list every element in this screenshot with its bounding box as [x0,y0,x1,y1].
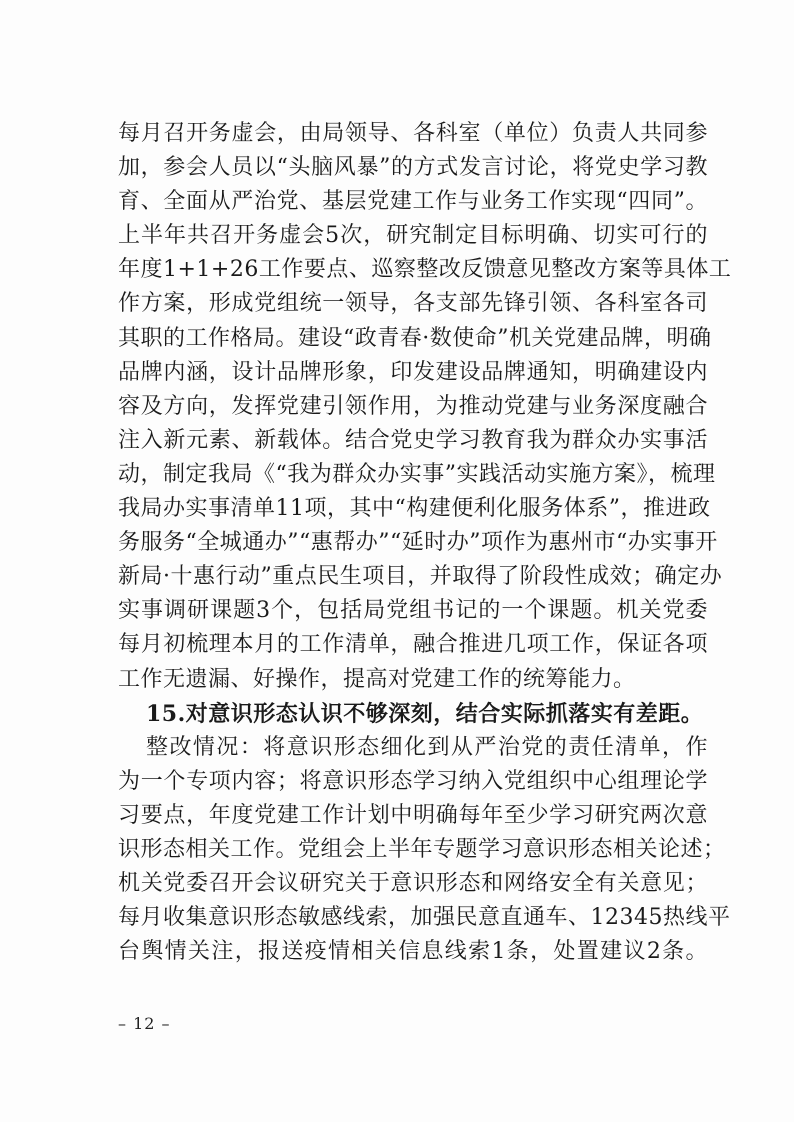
text-line: 每月收集意识形态敏感线索，加强民意直通车、12345热线平 [118,905,731,931]
text-line: 上半年共召开务虚会5次，研究制定目标明确、切实可行的 [118,223,708,249]
text-line: 年度1+1+26工作要点、巡察整改反馈意见整改方案等具体工 [118,257,732,283]
text-line: 新局·十惠行动”重点民生项目，并取得了阶段性成效；确定办 [118,564,723,590]
text-line: 动，制定我局《“我为群众办实事”实践活动实施方案》，梳理 [118,461,716,487]
text-line: 机关党委召开会议研究关于意识形态和网络安全有关意见； [118,871,708,897]
text-line: 注入新元素、新载体。结合党史学习教育我为群众办实事活 [118,427,708,453]
text-line: 识形态相关工作。党组会上半年专题学习意识形态相关论述； [118,836,726,862]
text-line: 其职的工作格局。建设“政青春·数使命”机关党建品牌，明确 [118,325,712,351]
text-line: 为一个专项内容；将意识形态学习纳入党组织中心组理论学 [118,768,708,794]
text-line: 容及方向，发挥党建引领作用，为推动党建与业务深度融合 [118,393,708,419]
text-line: 品牌内涵，设计品牌形象，印发建设品牌通知，明确建设内 [118,359,708,385]
text-line: 每月初梳理本月的工作清单，融合推进几项工作，保证各项 [118,632,708,658]
text-line: 每月召开务虚会，由局领导、各科室（单位）负责人共同参 [118,121,708,146]
text-line: 我局办实事清单11项，其中“构建便利化服务体系”，推进政 [118,496,711,522]
text-line: 作方案，形成党组统一领导，各支部先锋引领、各科室各司 [118,291,708,317]
text-line: 育、全面从严治党、基层党建工作与业务工作实现“四同”。 [118,189,708,215]
text-line: 工作无遗漏、好操作，提高对党建工作的统筹能力。 [118,666,636,692]
page-number: – 12 – [118,1014,171,1033]
text-line: 台舆情关注，报送疫情相关信息线索1条，处置建议2条。 [118,939,708,965]
text-line: 加，参会人员以“头脑风暴”的方式发言讨论，将党史学习教 [118,155,708,181]
text-line: 习要点，年度党建工作计划中明确每年至少学习研究两次意 [118,802,708,828]
document-body [118,117,732,969]
text-line: 整改情况：将意识形态细化到从严治党的责任清单，作 [146,734,708,760]
section-heading: 15.对意识形态认识不够深刻，结合实际抓落实有差距。 [146,700,704,727]
text-line: 实事调研课题3个，包括局党组书记的一个课题。机关党委 [118,598,708,624]
text-line: 务服务“全城通办”“惠帮办”“延时办”项作为惠州市“办实事开 [118,530,718,556]
